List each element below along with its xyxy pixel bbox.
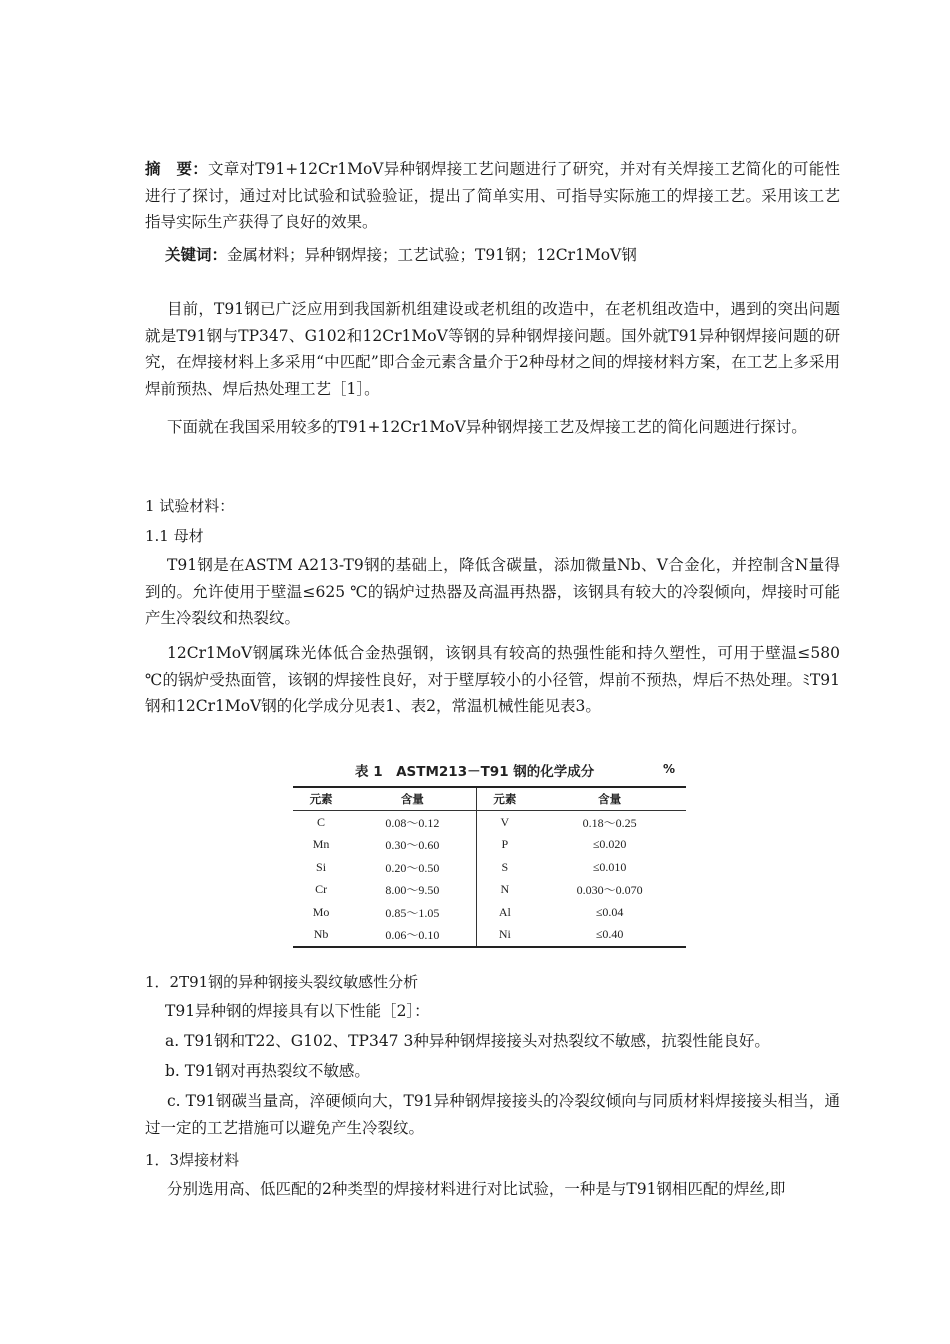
table-header-cell: 元素	[293, 787, 349, 811]
section-1-2-item-a: a. T91钢和T22、G102、TP347 3种异种钢焊接接头对热裂纹不敏感，抗裂性能良好。	[165, 1032, 770, 1050]
table-cell: Mo	[312, 904, 330, 919]
table-cell: P	[476, 834, 533, 857]
table-1-unit: %	[663, 762, 676, 776]
section-1-2-heading: 1．2T91钢的异种钢接头裂纹敏感性分析	[145, 973, 419, 991]
table-cell: S	[476, 856, 533, 879]
table-cell: Cr	[315, 882, 328, 897]
table-1-title: 表 1 ASTM213－T91 钢的化学成分	[355, 764, 595, 780]
section-1-2-intro: T91异种钢的焊接具有以下性能［2］：	[165, 1002, 430, 1020]
keywords-paragraph	[165, 242, 840, 269]
table-cell: ≤0.40	[533, 924, 686, 948]
section-1-1-paragraph-2: 12Cr1MoV钢属珠光体低合金热强钢，该钢具有较高的热强性能和持久塑性，可用于壁温≤580 ℃的锅炉受热面管，该钢的焊接性良好，对于壁厚较小的小径管，焊前不预热，焊后不热处理。ﾐT91钢和12Cr1MoV钢的化学成分见表1、表2，常温机械性能见表3。	[145, 644, 840, 715]
table-cell: Mn	[312, 837, 330, 852]
section-1-3-paragraph: 分别选用高、低匹配的2种类型的焊接材料进行对比试验，一种是与T91钢相匹配的焊丝,即	[167, 1180, 786, 1198]
table-header-cell: 含量	[349, 787, 476, 811]
section-1-3-heading: 1．3焊接材料	[145, 1151, 240, 1169]
table-cell: Ni	[476, 924, 533, 948]
table-cell: ≤0.04	[595, 904, 624, 919]
table-cell: 8.00～9.50	[385, 883, 440, 898]
table-cell: C	[317, 814, 326, 829]
keywords-text: 金属材料；异种钢焊接；工艺试验；T91钢；12Cr1MoV钢	[227, 246, 637, 264]
table-cell: 0.30～0.60	[385, 838, 440, 853]
table-row	[293, 901, 686, 924]
table-row	[293, 834, 686, 857]
table-row	[293, 811, 686, 834]
section-1-2-item-b: b. T91钢对再热裂纹不敏感。	[165, 1062, 370, 1080]
table-header-cell: 含量	[533, 787, 686, 811]
table-cell: 0.85～1.05	[385, 905, 440, 920]
table-cell: 0.20～0.50	[385, 860, 440, 875]
table-1-figure	[293, 756, 690, 943]
table-cell: Si	[316, 859, 327, 874]
table-cell: 0.030～0.070	[576, 883, 643, 898]
abstract-label: 摘 要：	[145, 160, 208, 178]
table-header-cell: 元素	[476, 787, 533, 811]
keywords-label: 关键词：	[165, 246, 228, 264]
table-header-row	[293, 787, 686, 811]
section-1-1-paragraph-1: T91钢是在ASTM A213-T9钢的基础上，降低含碳量，添加微量Nb、V合金化，并控制含N量得到的。允许使用于壁温≤625 ℃的锅炉过热器及高温再热器，该钢具有较大的冷裂倾向，焊接时可能产生冷裂纹和热裂纹。	[145, 556, 840, 627]
table-cell: V	[476, 811, 533, 834]
table-cell: ≤0.010	[592, 859, 627, 874]
table-cell: N	[476, 879, 533, 902]
table-row	[293, 856, 686, 879]
table-cell: Nb	[293, 924, 349, 948]
section-1-1-heading: 1.1 母材	[145, 527, 204, 545]
abstract-paragraph	[145, 156, 840, 236]
intro-paragraph-1: 目前，T91钢已广泛应用到我国新机组建设或老机组的改造中，在老机组改造中，遇到的突出问题就是T91钢与TP347、G102和12Cr1MoV等钢的异种钢焊接问题。国外就T91异种钢焊接问题的研究，在焊接材料上多采用“中匹配”即合金元素含量介于2种母材之间的焊接材料方案，在工艺上多采用焊前预热、焊后热处理工艺［1］。	[145, 300, 840, 398]
table-row	[293, 879, 686, 902]
intro-paragraph-2: 下面就在我国采用较多的T91+12Cr1MoV异种钢焊接工艺及焊接工艺的简化问题进行探讨。	[167, 418, 807, 436]
section-1-2-item-c: c. T91钢碳当量高，淬硬倾向大，T91异种钢焊接接头的冷裂纹倾向与同质材料焊接接头相当，通过一定的工艺措施可以避免产生冷裂纹。	[145, 1092, 840, 1137]
abstract-text: 文章对T91+12Cr1MoV异种钢焊接工艺问题进行了研究，并对有关焊接工艺简化的可能性进行了探讨，通过对比试验和试验验证，提出了简单实用、可指导实际施工的焊接工艺。采用该工艺指导实际生产获得了良好的效果。	[145, 160, 840, 231]
table-cell: 0.18～0.25	[582, 815, 637, 830]
table-cell: ≤0.020	[592, 837, 627, 852]
table-row	[293, 924, 686, 948]
table-cell: 0.08～0.12	[385, 815, 440, 830]
table-1	[293, 786, 686, 948]
table-cell: 0.06～0.10	[349, 924, 476, 948]
section-1-heading: 1 试验材料：	[145, 497, 235, 515]
table-cell: Al	[476, 901, 533, 924]
